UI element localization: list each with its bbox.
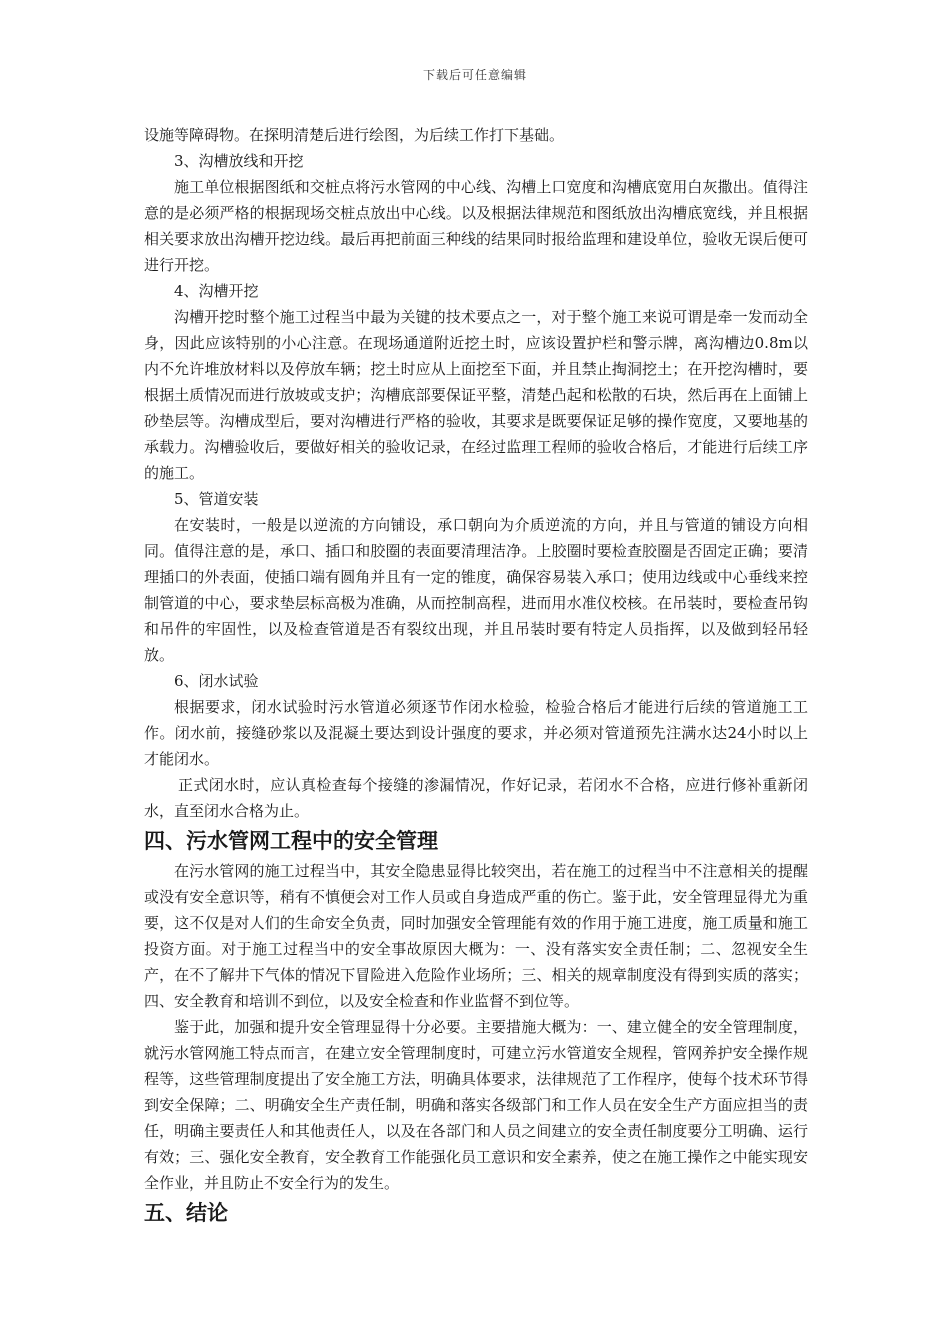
paragraph-pipe-installation: 在安装时，一般是以逆流的方向铺设，承口朝向为介质逆流的方向，并且与管道的铺设方向相同。值得注意的是，承口、插口和胶圈的表面要清理洁净。上胶圈时要检查胶圈是否固定正确；要清理插口的外表面，使插口端有圆角并且有一定的锥度，确保容易装入承口；使用边线或中心垂线来控制管道的中心，要求垫层标高极为准确，从而控制高程，进而用水准仪校核。在吊装时，要检查吊钩和吊件的牢固性，以及检查管道是否有裂纹出现，并且吊装时要有特定人员指挥，以及做到轻吊轻放。 <box>144 516 808 664</box>
paragraph-continued: 设施等障碍物。在探明清楚后进行绘图，为后续工作打下基础。 <box>144 126 565 144</box>
paragraph-closed-water-test: 根据要求，闭水试验时污水管道必须逐节作闭水检验，检验合格后才能进行后续的管道施工工作。闭水前，接缝砂浆以及混凝土要达到设计强度的要求，并必须对管道预先注满水达24小时以上才能闭水。 <box>144 698 808 768</box>
item-heading-closed-water-test: 6、闭水试验 <box>174 672 259 690</box>
paragraph-trench-layout: 施工单位根据图纸和交桩点将污水管网的中心线、沟槽上口宽度和沟槽底宽用白灰撒出。值得注意的是必须严格的根据现场交桩点放出中心线。以及根据法律规范和图纸放出沟槽底宽线，并且根据相关要求放出沟槽开挖边线。最后再把前面三种线的结果同时报给监理和建设单位，验收无误后便可进行开挖。 <box>144 178 808 274</box>
item-heading-trench-layout: 3、沟槽放线和开挖 <box>174 152 304 170</box>
section-heading-safety-management: 四、污水管网工程中的安全管理 <box>144 829 438 853</box>
item-heading-trench-excavation: 4、沟槽开挖 <box>174 282 259 300</box>
paragraph-safety-hazards: 在污水管网的施工过程当中，其安全隐患显得比较突出，若在施工的过程当中不注意相关的提醒或没有安全意识等，稍有不慎便会对工作人员或自身造成严重的伤亡。鉴于此，安全管理显得尤为重要，这不仅是对人们的生命安全负责，同时加强安全管理能有效的作用于施工进度，施工质量和施工投资方面。对于施工过程当中的安全事故原因大概为：一、没有落实安全责任制；二、忽视安全生产，在不了解井下气体的情况下冒险进入危险作业场所；三、相关的规章制度没有得到实质的落实；四、安全教育和培训不到位，以及安全检查和作业监督不到位等。 <box>144 862 808 1010</box>
document-body <box>144 122 808 1230</box>
paragraph-formal-closed-water: 正式闭水时，应认真检查每个接缝的渗漏情况，作好记录，若闭水不合格，应进行修补重新闭水，直至闭水合格为止。 <box>144 776 808 820</box>
item-heading-pipe-installation: 5、管道安装 <box>174 490 259 508</box>
page-header: 下载后可任意编辑 <box>422 68 527 82</box>
paragraph-safety-measures: 鉴于此，加强和提升安全管理显得十分必要。主要措施大概为：一、建立健全的安全管理制度，就污水管网施工特点而言，在建立安全管理制度时，可建立污水管道安全规程，管网养护安全操作规程等，这些管理制度提出了安全施工方法，明确具体要求，法律规范了工作程序，使每个技术环节得到安全保障；二、明确安全生产责任制，明确和落实各级部门和工作人员在安全生产方面应担当的责任，明确主要责任人和其他责任人，以及在各部门和人员之间建立的安全责任制度要分工明确、运行有效；三、强化安全教育，安全教育工作能强化员工意识和安全素养，使之在施工操作之中能实现安全作业，并且防止不安全行为的发生。 <box>144 1018 808 1192</box>
paragraph-trench-excavation: 沟槽开挖时整个施工过程当中最为关键的技术要点之一，对于整个施工来说可谓是牵一发而动全身，因此应该特别的小心注意。在现场通道附近挖土时，应该设置护栏和警示牌，离沟槽边0.8m以内不允许堆放材料以及停放车辆；挖土时应从上面挖至下面，并且禁止掏洞挖土；在开挖沟槽时，要根据土质情况而进行放坡或支护；沟槽底部要保证平整，清楚凸起和松散的石块，然后再在上面铺上砂垫层等。沟槽成型后，要对沟槽进行严格的验收，其要求是既要保证足够的操作宽度，又要地基的承载力。沟槽验收后，要做好相关的验收记录，在经过监理工程师的验收合格后，才能进行后续工序的施工。 <box>144 308 808 482</box>
section-heading-conclusion: 五、结论 <box>144 1201 228 1225</box>
